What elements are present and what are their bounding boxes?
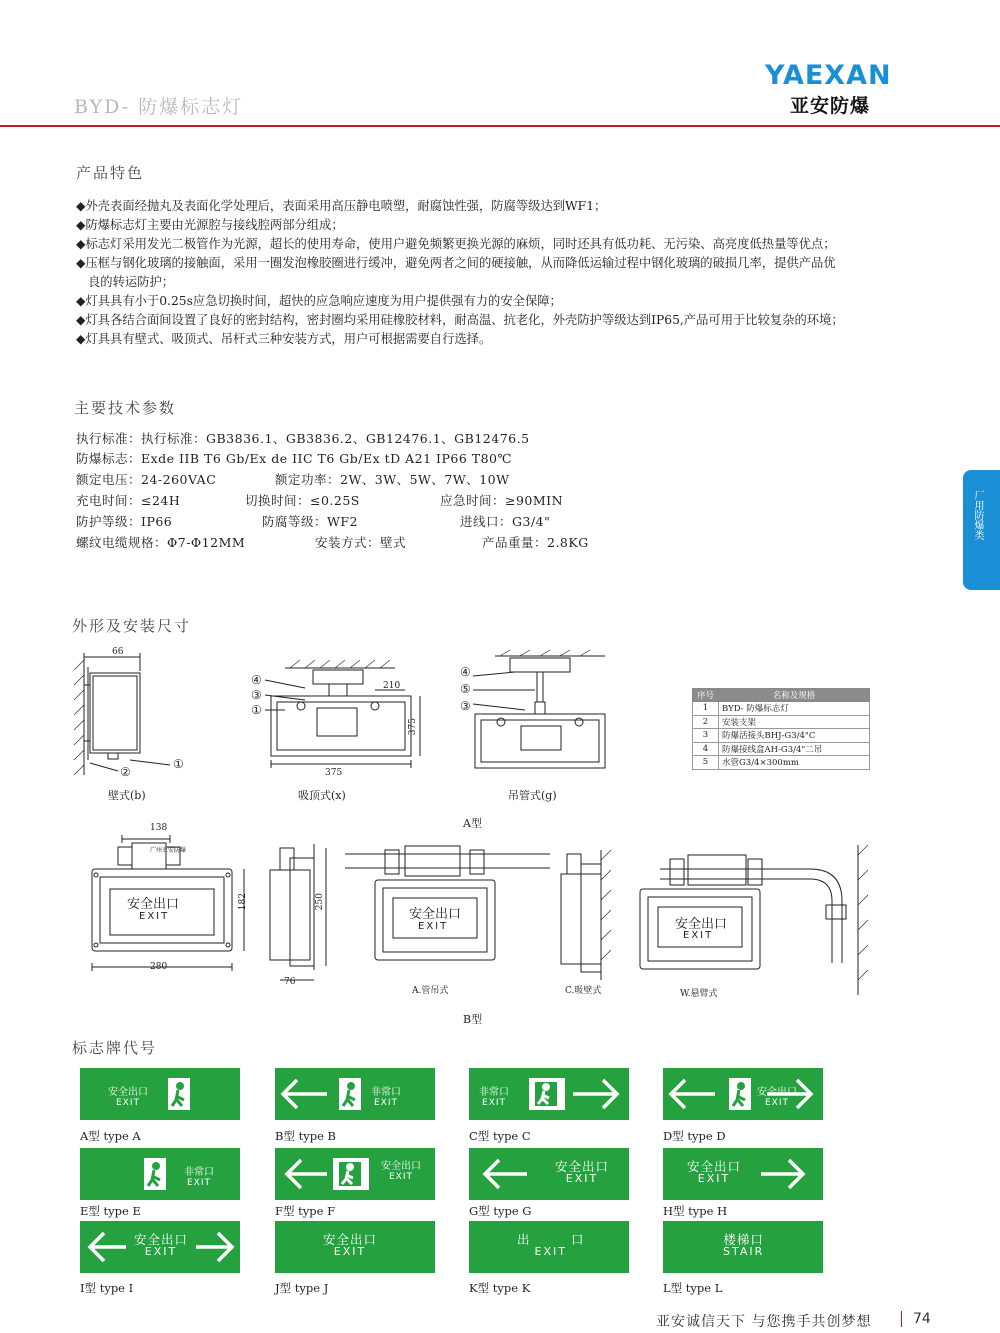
sign-type-g (469, 1148, 629, 1200)
side-dim-depth: 76 (284, 977, 296, 987)
sign-text: 非常口 EXIT (184, 1167, 214, 1188)
spec-install: 安装方式：壁式 (315, 535, 407, 550)
sign-type-h (663, 1148, 823, 1200)
sign-caption: F型 type F (275, 1204, 336, 1218)
spec-charge-time: 充电时间：≤24H (76, 493, 181, 508)
sign-type-b (275, 1068, 435, 1120)
sign-text: 安全出口 EXIT (108, 1087, 148, 1108)
ceiling-mount-drawing (245, 660, 435, 785)
callout-1: ① (251, 703, 262, 717)
spec-voltage: 额定电压：24-260VAC (76, 472, 217, 487)
spec-inlet: 进线口：G3/4" (460, 514, 551, 529)
sign-type-c (469, 1068, 629, 1120)
spec-cable: 螺纹电缆规格：Φ7-Φ12MM (76, 535, 246, 550)
suction-wall-drawing (555, 850, 615, 980)
table-row (693, 729, 870, 743)
specs-heading: 主要技术参数 (74, 399, 177, 417)
side-dim-height: 250 (315, 893, 325, 911)
feature-item: ◆外壳表面经抛丸及表面化学处理后，表面采用高压静电喷塑，耐腐蚀性强，防腐等级达到WF1； (76, 199, 607, 213)
b-dim-top: 138 (150, 823, 168, 833)
ceiling-dim-width: 375 (325, 768, 343, 778)
sign-type-k (469, 1221, 629, 1273)
sign-text: 安全出口 EXIT (381, 1161, 421, 1182)
page-title: BYD- 防爆标志灯 (74, 96, 244, 118)
brand-logo-en: YAEXAN (765, 60, 892, 91)
sign-caption: A型 type A (80, 1129, 141, 1143)
header-divider (0, 125, 1000, 127)
callout-3: ③ (251, 688, 262, 702)
lamp-text-cn: 安全出口 (675, 917, 728, 932)
sign-type-f (275, 1148, 435, 1200)
sign-caption: G型 type G (469, 1204, 532, 1218)
dimensions-heading: 外形及安装尺寸 (72, 617, 192, 635)
ceiling-dim-height: 375 (408, 718, 418, 736)
caption-suction-wall: C.吸壁式 (565, 986, 602, 996)
feature-item: ◆标志灯采用发光二极管作为光源，超长的使用寿命，使用户避免频繁更换光源的麻烦，同时还具有低功耗、无污染、高亮度低热量等优点； (76, 237, 836, 251)
sign-caption: E型 type E (80, 1204, 141, 1218)
signs-heading: 标志牌代号 (72, 1039, 158, 1057)
callout-2: ② (120, 765, 131, 779)
sign-caption: C型 type C (469, 1129, 531, 1143)
table-row (693, 742, 870, 756)
feature-item: ◆防爆标志灯主要由光源腔与接线腔两部分组成； (76, 218, 344, 232)
spec-ex-mark: 防爆标志：Exde IIB T6 Gb/Ex de IIC T6 Gb/Ex tD A21 IP66 T80℃ (76, 451, 512, 466)
sign-type-l (663, 1221, 823, 1273)
sign-text: 非常口 EXIT (371, 1087, 401, 1108)
feature-item: 良的转运防护； (88, 275, 175, 289)
footer-divider (901, 1311, 902, 1327)
parts-cell-no: 5 (693, 756, 719, 770)
parts-cell-name: 防爆接线盒AH-G3/4"二吊 (719, 742, 870, 756)
table-row (693, 756, 870, 770)
parts-cell-no: 2 (693, 715, 719, 729)
wall-dim-width: 66 (112, 647, 124, 657)
callout-4: ④ (251, 673, 262, 687)
spec-protection: 防护等级：IP66 (76, 514, 173, 529)
lamp-text-en: EXIT (418, 921, 449, 932)
sign-caption: J型 type J (275, 1281, 329, 1295)
sign-caption: B型 type B (275, 1129, 336, 1143)
parts-cell-name: 防爆活接头BHJ-G3/4"C (719, 729, 870, 743)
parts-cell-no: 3 (693, 729, 719, 743)
caption-pipe: A.管吊式 (412, 986, 449, 996)
spec-emergency-time: 应急时间：≥90MIN (440, 493, 564, 508)
brand-logo-cn: 亚安防爆 (790, 95, 871, 117)
parts-header-no: 序号 (693, 689, 719, 702)
callout-1: ① (173, 757, 184, 771)
b-dim-width: 280 (150, 962, 168, 972)
caption-wall: 壁式(b) (108, 789, 146, 802)
sign-caption: L型 type L (663, 1281, 723, 1295)
sign-type-a (80, 1068, 240, 1120)
b-dim-height: 182 (238, 893, 248, 911)
caption-arm: W.悬臂式 (680, 989, 718, 999)
table-row (693, 702, 870, 716)
feature-item: ◆压框与钢化玻璃的接触面，采用一圈发泡橡胶圈进行缓冲，避免两者之间的硬接触，从而降低运输过程中钢化玻璃的破损几率，提供产品优 (76, 256, 836, 270)
sign-type-e (80, 1148, 240, 1200)
sign-caption: K型 type K (469, 1281, 531, 1295)
sign-caption: I型 type I (80, 1281, 134, 1295)
features-heading: 产品特色 (76, 164, 145, 182)
caption-pendant: 吊管式(g) (508, 789, 557, 802)
pendant-mount-drawing (455, 650, 625, 785)
spec-weight: 产品重量：2.8KG (482, 535, 589, 550)
lamp-text-en: EXIT (683, 930, 714, 941)
sign-type-j (275, 1221, 435, 1273)
sign-text: 安全出口 EXIT (323, 1232, 378, 1259)
footer-slogan: 亚安诚信天下 与您携手共创梦想 (656, 1314, 872, 1330)
caption-type-b: B型 (463, 1013, 483, 1026)
sign-text: 安全出口 EXIT (757, 1087, 797, 1108)
cantilever-arm-drawing (630, 845, 870, 995)
spec-anticorrosion: 防腐等级：WF2 (262, 514, 358, 529)
lamp-text-cn: 安全出口 (127, 897, 180, 912)
sign-text: 安全出口 EXIT (134, 1232, 189, 1259)
feature-item: ◆灯具具有壁式、吸顶式、吊杆式三种安装方式，用户可根据需要自行选择。 (76, 332, 492, 346)
ceiling-dim-offset: 210 (383, 681, 401, 691)
parts-header-name: 名称及规格 (719, 689, 870, 702)
parts-cell-no: 1 (693, 702, 719, 716)
parts-table (692, 688, 870, 770)
sign-caption: H型 type H (663, 1204, 728, 1218)
page-number: 74 (913, 1311, 931, 1327)
table-row (693, 715, 870, 729)
lamp-text-cn: 安全出口 (409, 907, 462, 922)
sign-text: 出 口 EXIT (517, 1232, 585, 1259)
spec-switch-time: 切换时间：≤0.25S (245, 493, 360, 508)
feature-item: ◆灯具各结合面间设置了良好的密封结构，密封圈均采用硅橡胶材料，耐高温、抗老化，外壳防护等级达到IP65,产品可用于比较复杂的环境； (76, 313, 844, 327)
parts-cell-name: 安装支架 (719, 715, 870, 729)
sign-text: 楼梯口 STAIR (723, 1232, 765, 1259)
sign-type-d (663, 1068, 823, 1120)
callout-3: ③ (460, 699, 471, 713)
lamp-plate: 广州亚安防爆 (150, 847, 187, 854)
sign-type-i (80, 1221, 240, 1273)
sign-text: 安全出口 EXIT (555, 1159, 610, 1186)
sign-text: 非常口 EXIT (479, 1087, 509, 1108)
parts-cell-name: 水管G3/4×300mm (719, 756, 870, 770)
parts-cell-no: 4 (693, 742, 719, 756)
parts-cell-name: BYD- 防爆标志灯 (719, 702, 870, 716)
category-tab-label: 厂用防爆类 (972, 490, 983, 540)
spec-power: 额定功率：2W、3W、5W、7W、10W (275, 472, 510, 487)
callout-4: ④ (460, 665, 471, 679)
caption-ceiling: 吸顶式(x) (298, 789, 346, 802)
lamp-text-en: EXIT (139, 911, 170, 922)
sign-text: 安全出口 EXIT (687, 1159, 742, 1186)
callout-5: ⑤ (460, 682, 471, 696)
feature-item: ◆灯具具有小于0.25s应急切换时间，超快的应急响应速度为用户提供强有力的安全保障； (76, 294, 562, 308)
spec-standard: 执行标准：执行标准：GB3836.1、GB3836.2、GB12476.1、GB12476.5 (76, 431, 530, 446)
b-type-side-drawing (262, 840, 342, 990)
sign-caption: D型 type D (663, 1129, 726, 1143)
caption-type-a: A型 (463, 817, 482, 830)
